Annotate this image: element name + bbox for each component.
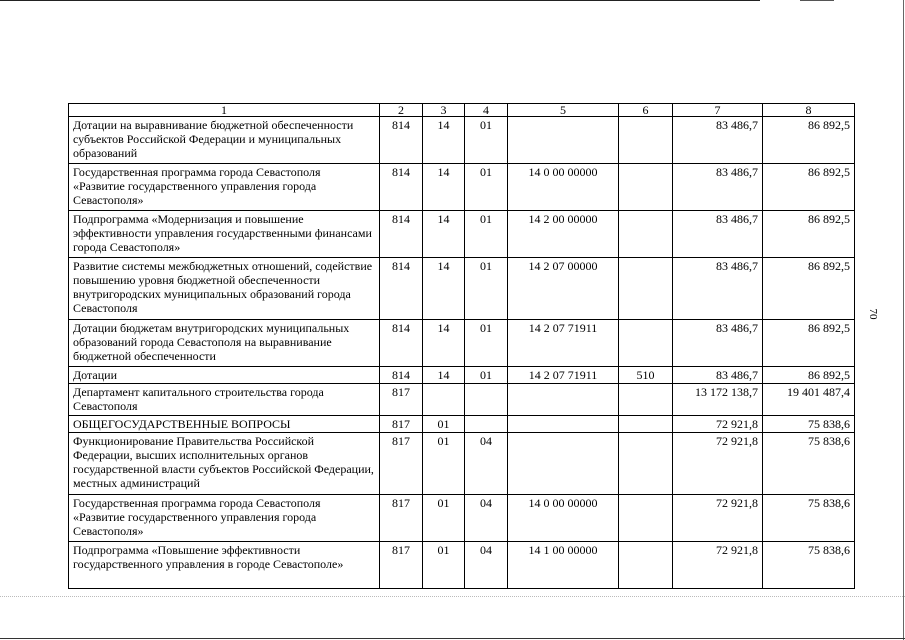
table-row (69, 542, 855, 589)
amount-year2-cell: 86 892,5 (763, 211, 855, 258)
table-row (69, 367, 855, 384)
subsection-code-cell: 01 (465, 211, 508, 258)
ministry-code-cell: 814 (380, 117, 423, 164)
section-code-cell: 14 (423, 258, 465, 320)
ministry-code-cell: 814 (380, 320, 423, 367)
subsection-code-cell: 01 (465, 258, 508, 320)
section-code-cell: 01 (423, 416, 465, 433)
expense-type-cell (619, 433, 673, 495)
amount-year1-cell: 83 486,7 (673, 117, 763, 164)
subsection-code-cell: 01 (465, 320, 508, 367)
row-name-cell: Государственная программа города Севастополя «Развитие государственного управления города Севастополя» (69, 164, 380, 211)
row-name-cell: Дотации на выравнивание бюджетной обеспеченности субъектов Российской Федерации и муниципальных образований (69, 117, 380, 164)
table-row (69, 433, 855, 495)
row-name-cell: Государственная программа города Севастополя «Развитие государственного управления города Севастополя» (69, 495, 380, 542)
target-article-cell (508, 416, 619, 433)
expense-type-cell (619, 320, 673, 367)
amount-year1-cell: 83 486,7 (673, 211, 763, 258)
target-article-cell (508, 117, 619, 164)
expense-type-cell (619, 211, 673, 258)
row-name-cell: Функционирование Правительства Российской Федерации, высших исполнительных органов государственной власти субъектов Российской Федерации, местных администраций (69, 433, 380, 495)
table-row (69, 117, 855, 164)
target-article-cell: 14 2 07 00000 (508, 258, 619, 320)
subsection-code-cell: 04 (465, 542, 508, 589)
table-header-row (69, 104, 855, 117)
amount-year2-cell: 75 838,6 (763, 416, 855, 433)
section-code-cell: 01 (423, 542, 465, 589)
table-row (69, 211, 855, 258)
table-row (69, 320, 855, 367)
section-code-cell: 01 (423, 433, 465, 495)
target-article-cell: 14 0 00 00000 (508, 495, 619, 542)
amount-year2-cell: 86 892,5 (763, 117, 855, 164)
expense-type-cell (619, 258, 673, 320)
table-row (69, 416, 855, 433)
row-name-cell: Развитие системы межбюджетных отношений, содействие повышению уровня бюджетной обеспеченности внутригородских муниципальных образований города Севастополя (69, 258, 380, 320)
amount-year1-cell: 83 486,7 (673, 320, 763, 367)
ministry-code-cell: 817 (380, 416, 423, 433)
subsection-code-cell: 01 (465, 367, 508, 384)
table-row (69, 384, 855, 416)
column-header: 3 (423, 104, 465, 117)
row-name-cell: Подпрограмма «Модернизация и повышение эффективности управления государственными финансами города Севастополя» (69, 211, 380, 258)
target-article-cell: 14 2 07 71911 (508, 320, 619, 367)
scan-top-edge (0, 0, 760, 1)
section-code-cell: 14 (423, 320, 465, 367)
amount-year2-cell: 75 838,6 (763, 433, 855, 495)
row-name-cell: Дотации (69, 367, 380, 384)
section-code-cell: 14 (423, 164, 465, 211)
scan-bottom-edge (0, 638, 905, 639)
column-header: 4 (465, 104, 508, 117)
subsection-code-cell (465, 384, 508, 416)
expense-type-cell (619, 495, 673, 542)
ministry-code-cell: 817 (380, 495, 423, 542)
expense-type-cell (619, 384, 673, 416)
column-header: 7 (673, 104, 763, 117)
amount-year1-cell: 13 172 138,7 (673, 384, 763, 416)
amount-year2-cell: 86 892,5 (763, 258, 855, 320)
column-header: 5 (508, 104, 619, 117)
ministry-code-cell: 814 (380, 367, 423, 384)
section-code-cell: 14 (423, 117, 465, 164)
column-header: 2 (380, 104, 423, 117)
target-article-cell: 14 0 00 00000 (508, 164, 619, 211)
section-code-cell: 14 (423, 211, 465, 258)
subsection-code-cell: 04 (465, 433, 508, 495)
budget-table (68, 103, 855, 589)
scan-top-mark (800, 0, 834, 1)
row-name-cell: Подпрограмма «Повышение эффективности государственного управления в городе Севастополе» (69, 542, 380, 589)
amount-year2-cell: 75 838,6 (763, 495, 855, 542)
expense-type-cell (619, 416, 673, 433)
expense-type-cell (619, 117, 673, 164)
subsection-code-cell: 04 (465, 495, 508, 542)
target-article-cell: 14 2 00 00000 (508, 211, 619, 258)
table-row (69, 164, 855, 211)
expense-type-cell (619, 542, 673, 589)
page-number: 70 (867, 308, 879, 320)
amount-year2-cell: 86 892,5 (763, 320, 855, 367)
target-article-cell: 14 1 00 00000 (508, 542, 619, 589)
subsection-code-cell (465, 416, 508, 433)
column-header: 1 (69, 104, 380, 117)
ministry-code-cell: 814 (380, 258, 423, 320)
ministry-code-cell: 817 (380, 433, 423, 495)
expense-type-cell (619, 164, 673, 211)
subsection-code-cell: 01 (465, 164, 508, 211)
amount-year1-cell: 83 486,7 (673, 367, 763, 384)
amount-year1-cell: 72 921,8 (673, 433, 763, 495)
subsection-code-cell: 01 (465, 117, 508, 164)
amount-year1-cell: 83 486,7 (673, 164, 763, 211)
column-header: 8 (763, 104, 855, 117)
expense-type-cell: 510 (619, 367, 673, 384)
amount-year1-cell: 72 921,8 (673, 495, 763, 542)
ministry-code-cell: 814 (380, 211, 423, 258)
scan-dotted-line (0, 596, 905, 598)
amount-year1-cell: 72 921,8 (673, 542, 763, 589)
scan-right-edge (903, 0, 904, 640)
amount-year2-cell: 86 892,5 (763, 367, 855, 384)
amount-year2-cell: 19 401 487,4 (763, 384, 855, 416)
amount-year1-cell: 72 921,8 (673, 416, 763, 433)
table-row (69, 258, 855, 320)
section-code-cell: 01 (423, 495, 465, 542)
amount-year2-cell: 86 892,5 (763, 164, 855, 211)
section-code-cell (423, 384, 465, 416)
amount-year2-cell: 75 838,6 (763, 542, 855, 589)
target-article-cell (508, 433, 619, 495)
table-row (69, 495, 855, 542)
row-name-cell: ОБЩЕГОСУДАРСТВЕННЫЕ ВОПРОСЫ (69, 416, 380, 433)
ministry-code-cell: 817 (380, 542, 423, 589)
ministry-code-cell: 814 (380, 164, 423, 211)
column-header: 6 (619, 104, 673, 117)
amount-year1-cell: 83 486,7 (673, 258, 763, 320)
target-article-cell: 14 2 07 71911 (508, 367, 619, 384)
row-name-cell: Департамент капитального строительства города Севастополя (69, 384, 380, 416)
ministry-code-cell: 817 (380, 384, 423, 416)
target-article-cell (508, 384, 619, 416)
section-code-cell: 14 (423, 367, 465, 384)
row-name-cell: Дотации бюджетам внутригородских муниципальных образований города Севастополя на выравнивание бюджетной обеспеченности (69, 320, 380, 367)
